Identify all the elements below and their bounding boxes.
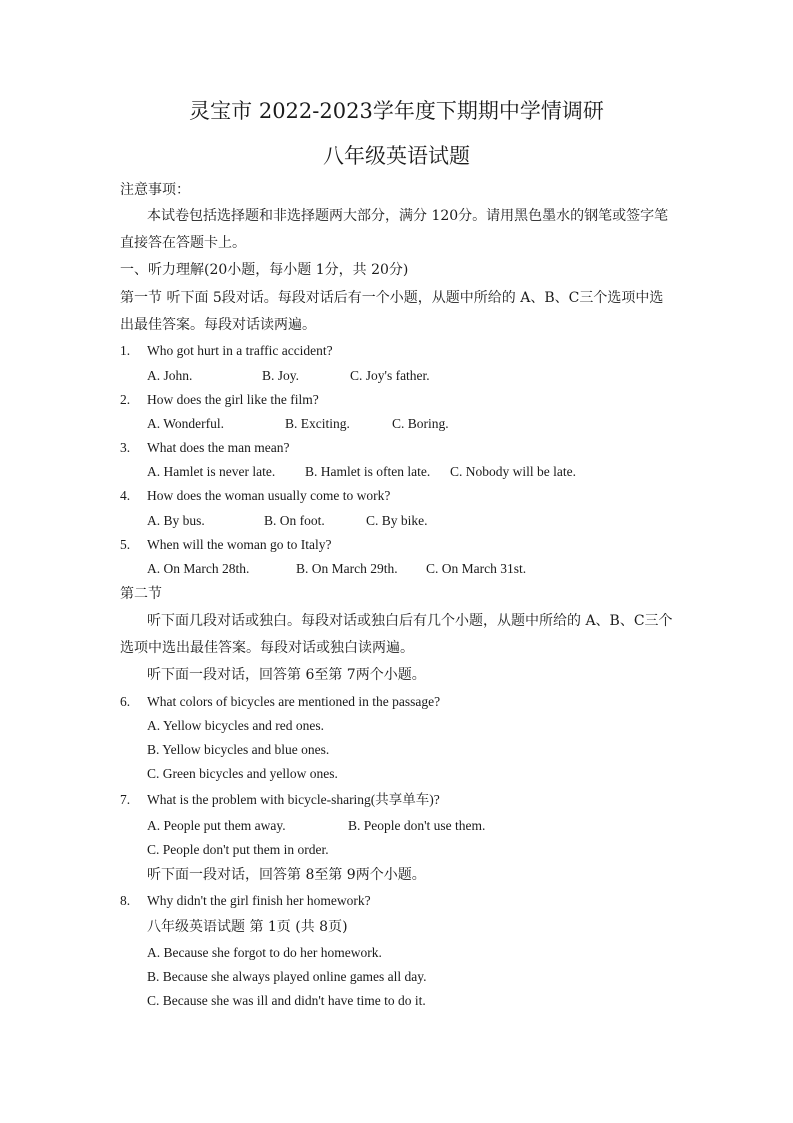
- dialog-instruction: 听下面一段对话，回答第 8至第 9两个小题。: [147, 867, 426, 883]
- question-text: Who got hurt in a traffic accident?: [147, 343, 333, 358]
- option-c: C. Joy's father.: [350, 368, 430, 383]
- option-b: B. People don't use them.: [348, 818, 486, 833]
- option-c: C. People don't put them in order.: [147, 842, 329, 857]
- option-c: C. Boring.: [392, 416, 449, 431]
- option-a: A. By bus.: [147, 513, 205, 528]
- exam-subtitle: 八年级英语试题: [323, 144, 470, 168]
- question-text: What is the problem with bicycle-sharing(共享单车)?: [147, 792, 440, 807]
- section2-instructions-1: 听下面几段对话或独白。每段对话或独白后有几个小题，从题中所给的 A、B、C三个: [147, 613, 673, 629]
- option-a: A. John.: [147, 368, 193, 383]
- option-b: B. Hamlet is often late.: [305, 464, 431, 479]
- option-b: B. Exciting.: [285, 416, 350, 431]
- option-a: A. People put them away.: [147, 818, 286, 833]
- section2-heading: 第二节: [120, 586, 162, 602]
- question-text: What colors of bicycles are mentioned in the passage?: [147, 694, 441, 709]
- option-a: A. Hamlet is never late.: [147, 464, 276, 479]
- dialog-instruction: 听下面一段对话，回答第 6至第 7两个小题。: [147, 667, 426, 683]
- question-number: 8.: [120, 893, 131, 908]
- option-b: B. Yellow bicycles and blue ones.: [147, 742, 330, 757]
- option-b: B. On foot.: [264, 513, 325, 528]
- question-number: 7.: [120, 792, 131, 807]
- question-text: How does the woman usually come to work?: [147, 488, 391, 503]
- question-text: When will the woman go to Italy?: [147, 537, 332, 552]
- option-b: B. Joy.: [262, 368, 300, 383]
- section1-instructions-1: 第一节 听下面 5段对话。每段对话后有一个小题，从题中所给的 A、B、C三个选项中选: [120, 290, 664, 306]
- section2-instructions-2: 选项中选出最佳答案。每段对话或独白读两遍。: [120, 640, 414, 656]
- option-c: C. Green bicycles and yellow ones.: [147, 766, 338, 781]
- option-a: A. Because she forgot to do her homework.: [147, 945, 382, 960]
- question-number: 3.: [120, 440, 131, 455]
- question-number: 5.: [120, 537, 131, 552]
- page-footer: 八年级英语试题 第 1页 (共 8页): [147, 919, 348, 935]
- option-a: A. Wonderful.: [147, 416, 225, 431]
- option-b: B. On March 29th.: [296, 561, 398, 576]
- question-number: 2.: [120, 392, 131, 407]
- section1-instructions-2: 出最佳答案。每段对话读两遍。: [120, 317, 316, 333]
- question-number: 4.: [120, 488, 131, 503]
- question-text: What does the man mean?: [147, 440, 290, 455]
- option-c: C. Because she was ill and didn't have time to do it.: [147, 993, 426, 1008]
- question-number: 6.: [120, 694, 131, 709]
- notice-line-1: 本试卷包括选择题和非选择题两大部分，满分 120分。请用黑色墨水的钢笔或签字笔: [147, 208, 669, 224]
- option-c: C. On March 31st.: [426, 561, 527, 576]
- notice-line-2: 直接答在答题卡上。: [120, 235, 246, 251]
- option-c: C. Nobody will be late.: [450, 464, 576, 479]
- part1-title: 一、听力理解(20小题，每小题 1分，共 20分): [120, 262, 409, 278]
- notice-heading: 注意事项：: [120, 182, 190, 198]
- question-text: How does the girl like the film?: [147, 392, 319, 407]
- option-a: A. Yellow bicycles and red ones.: [147, 718, 324, 733]
- option-c: C. By bike.: [366, 513, 428, 528]
- option-b: B. Because she always played online games all day.: [147, 969, 427, 984]
- question-text: Why didn't the girl finish her homework?: [147, 893, 371, 908]
- exam-title: 灵宝市 2022-2023学年度下期期中学情调研: [189, 99, 604, 123]
- option-a: A. On March 28th.: [147, 561, 250, 576]
- question-number: 1.: [120, 343, 131, 358]
